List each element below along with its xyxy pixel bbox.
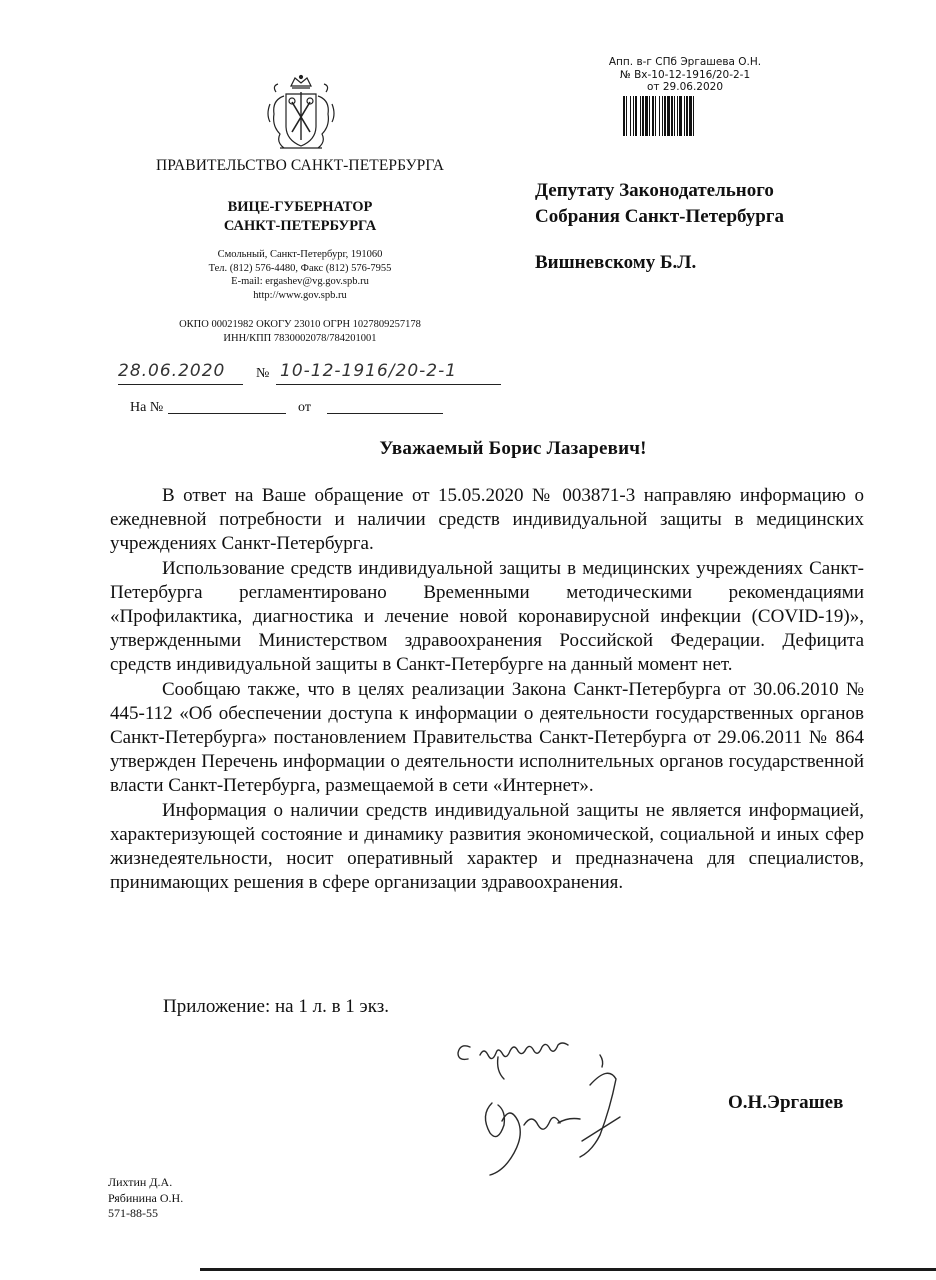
contact-phone: Тел. (812) 576-4480, Факс (812) 576-7955 xyxy=(208,262,392,274)
vice-governor-title xyxy=(180,198,420,236)
number-underline xyxy=(276,384,501,385)
contact-address: Смольный, Санкт-Петербург, 191060 xyxy=(217,249,383,260)
barcode-bar xyxy=(640,96,641,136)
contact-email: E-mail: ergashev@vg.gov.spb.ru xyxy=(231,276,369,287)
barcode-bar xyxy=(671,96,673,136)
barcode-bar xyxy=(677,96,678,136)
government-title: ПРАВИТЕЛЬСТВО САНКТ-ПЕТЕРБУРГА xyxy=(155,157,445,174)
registry-codes-line-1: ОКПО 00021982 ОКОГУ 23010 ОГРН 1027809257178 xyxy=(179,319,421,330)
outgoing-date: 28.06.2020 xyxy=(118,361,226,381)
barcode-bar xyxy=(649,96,650,136)
barcode-bar xyxy=(655,96,656,136)
addressee-line-2: Собрания Санкт-Петербурга xyxy=(535,206,785,227)
barcode-bar xyxy=(662,96,663,136)
date-underline xyxy=(118,384,243,385)
barcode xyxy=(622,96,740,136)
outgoing-number: 10-12-1916/20-2-1 xyxy=(280,361,458,381)
barcode-bar xyxy=(633,96,634,136)
body-paragraph: В ответ на Ваше обращение от 15.05.2020 № 003871-3 направляю информацию о ежедневной потребности и наличии средств индивидуальной защиты в медицинских учреждениях Санкт-Петербурга. xyxy=(110,485,864,555)
body-paragraph: Информация о наличии средств индивидуальной защиты не является информацией, характеризующей состояние и динамику развития экономической, социальной и иных сфер жизнедеятельности, носит оперативный характер и предназначена для специалистов, принимающих решения в сфере организации здравоохранения. xyxy=(110,799,864,894)
salutation: Уважаемый Борис Лазаревич! xyxy=(379,438,647,459)
barcode-bar xyxy=(667,96,670,136)
executor-phone: 571-88-55 xyxy=(108,1206,158,1220)
handwritten-signature xyxy=(440,1025,660,1185)
executor-1: Лихтин Д.А. xyxy=(108,1175,173,1189)
reply-to-line xyxy=(168,413,286,414)
attachment-note: Приложение: на 1 л. в 1 экз. xyxy=(163,996,389,1017)
barcode-bar xyxy=(674,96,675,136)
bottom-rule xyxy=(200,1268,936,1271)
barcode-bar xyxy=(626,96,627,136)
stamp-line-1: Апп. в-г СПб Эргашева О.Н. xyxy=(608,56,762,68)
body-paragraph: Использование средств индивидуальной защиты в медицинских учреждениях Санкт-Петербурга регламентировано Временными методическими рекомендациями «Профилактика, диагностика и лечение новой коронавирусной инфекции (COVID-19)», утвержденными Министерством здравоохранения Российской Федерации. Дефицита средств индивидуальной защиты в Санкт-Петербурге на данный момент нет. xyxy=(110,557,864,676)
stamp-line-3: от 29.06.2020 xyxy=(647,81,723,93)
stamp-line-2: № Вх-10-12-1916/20-2-1 xyxy=(619,68,751,81)
barcode-bar xyxy=(684,96,685,136)
body-paragraph: Сообщаю также, что в целях реализации Закона Санкт-Петербурга от 30.06.2010 № 445-112 «Об обеспечении доступа к информации о деятельности государственных органов Санкт-Петербурга» постановлением Правительства Санкт-Петербурга от 29.06.2011 № 864 утвержден Перечень информации о деятельности исполнительных органов государственной власти Санкт-Петербурга, размещаемой в сети «Интернет». xyxy=(110,678,864,797)
barcode-bar xyxy=(664,96,666,136)
barcode-bar xyxy=(642,96,644,136)
signer-name: О.Н.Эргашев xyxy=(728,1092,844,1113)
vice-governor-title-line-1: ВИЦЕ-ГУБЕРНАТОР xyxy=(227,199,373,215)
coat-of-arms-emblem xyxy=(262,74,340,154)
registry-codes-line-2: ИНН/КПП 7830002078/784201001 xyxy=(223,332,377,344)
letter-body xyxy=(110,484,864,895)
addressee-line-1: Депутату Законодательного xyxy=(535,180,774,201)
barcode-bar xyxy=(635,96,637,136)
contact-website: http://www.gov.spb.ru xyxy=(253,289,347,301)
addressee-block xyxy=(535,178,895,230)
barcode-bar xyxy=(630,96,631,136)
reply-from-line xyxy=(327,413,443,414)
vice-governor-title-line-2: САНКТ-ПЕТЕРБУРГА xyxy=(223,218,377,234)
executors-block xyxy=(108,1175,183,1222)
barcode-bar xyxy=(652,96,654,136)
barcode-bar xyxy=(693,96,694,136)
barcode-bar xyxy=(659,96,660,136)
addressee-name: Вишневскому Б.Л. xyxy=(535,252,697,273)
contact-info xyxy=(150,248,450,302)
executor-2: Рябинина О.Н. xyxy=(108,1190,184,1205)
barcode-bar xyxy=(686,96,688,136)
barcode-bar xyxy=(623,96,625,136)
barcode-bar xyxy=(689,96,692,136)
reply-to-label: На № xyxy=(130,400,164,415)
registry-codes xyxy=(150,318,450,345)
reply-from-label: от xyxy=(298,400,311,415)
registration-stamp xyxy=(590,56,780,94)
barcode-bar xyxy=(679,96,682,136)
outgoing-number-label: № xyxy=(256,366,270,381)
barcode-bar xyxy=(645,96,648,136)
